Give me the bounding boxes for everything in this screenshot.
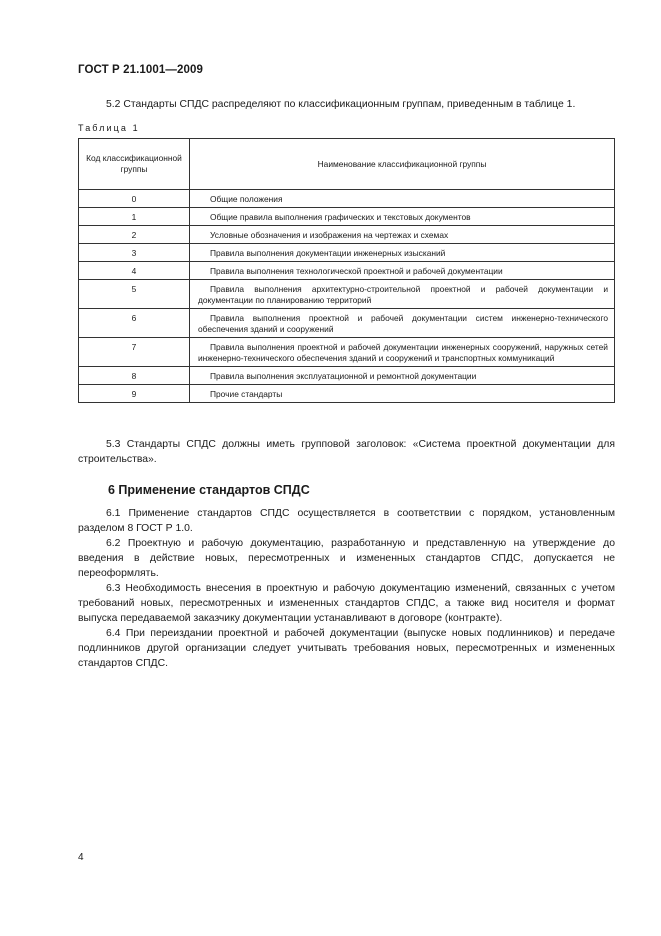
table-row (79, 280, 615, 309)
row-code: 8 (79, 367, 190, 385)
header-code: Код классификационной группы (79, 139, 190, 190)
row-name (190, 208, 615, 226)
classification-table (78, 138, 615, 403)
table-row (79, 385, 615, 403)
paragraph-6-1 (78, 506, 615, 536)
row-name-text: Правила выполнения архитектурно-строительной проектной и рабочей документации и документации по планированию территорий (198, 284, 608, 305)
row-code: 4 (79, 262, 190, 280)
row-name-text: Правила выполнения технологической проектной и рабочей документации (210, 266, 503, 276)
paragraph-6-4-text: 6.4 При переиздании проектной и рабочей документации (выпуске новых подлинников) и передаче подлинников другой организации следует учитывать требования новых, пересмотренных и измененных стандартов СПДС. (78, 628, 615, 669)
table-caption: Таблица 1 (78, 123, 140, 133)
row-code: 7 (79, 338, 190, 367)
header-name: Наименование классификационной группы (190, 139, 615, 190)
paragraph-5-2 (78, 97, 615, 112)
row-name-text: Правила выполнения документации инженерных изысканий (210, 248, 446, 258)
row-name-text: Условные обозначения и изображения на чертежах и схемах (210, 230, 449, 240)
row-name (190, 338, 615, 367)
paragraph-6-3 (78, 581, 615, 626)
document-code-header: ГОСТ Р 21.1001—2009 (78, 64, 203, 76)
row-name-text: Правила выполнения проектной и рабочей документации систем инженерно-технического обеспечения зданий и сооружений (198, 313, 608, 334)
paragraph-6-2-text: 6.2 Проектную и рабочую документацию, разработанную и представленную на утверждение до введения в действие новых, пересмотренных и измененных стандартов СПДС, допускается не переоформлять. (78, 538, 615, 579)
row-name (190, 280, 615, 309)
table-header-row (79, 139, 615, 190)
table-row (79, 208, 615, 226)
row-code: 1 (79, 208, 190, 226)
row-name (190, 367, 615, 385)
row-code: 6 (79, 309, 190, 338)
row-name (190, 190, 615, 208)
paragraph-6-3-text: 6.3 Необходимость внесения в проектную и рабочую документацию изменений, связанных с учетом требований новых, пересмотренных и измененных стандартов СПДС, а также вид носителя и формат выпуска передаваемой заказчику документации устанавливают в договоре (контракте). (78, 583, 615, 624)
row-code: 3 (79, 244, 190, 262)
table-row (79, 226, 615, 244)
row-name-text: Общие положения (210, 194, 283, 204)
row-name-text: Правила выполнения проектной и рабочей документации инженерных сооружений, наружных сетей инженерно-технического обеспечения зданий и сооружений и транспортных коммуникаций (198, 342, 608, 363)
row-name (190, 226, 615, 244)
paragraph-6-4 (78, 626, 615, 671)
paragraph-6-2 (78, 536, 615, 581)
row-name-text: Прочие стандарты (210, 389, 283, 399)
table-row (79, 244, 615, 262)
row-name (190, 385, 615, 403)
table-row (79, 262, 615, 280)
page-number: 4 (78, 852, 84, 863)
table-row (79, 367, 615, 385)
table-row (79, 190, 615, 208)
section-6-title: 6 Применение стандартов СПДС (108, 483, 310, 497)
row-name (190, 262, 615, 280)
paragraph-6-1-text: 6.1 Применение стандартов СПДС осуществляется в соответствии с порядком, установленным разделом 8 ГОСТ Р 1.0. (78, 508, 615, 534)
row-name (190, 244, 615, 262)
row-name-text: Правила выполнения эксплуатационной и ремонтной документации (210, 371, 477, 381)
table-row (79, 338, 615, 367)
paragraph-5-2-text: 5.2 Стандарты СПДС распределяют по классификационным группам, приведенным в таблице 1. (106, 99, 576, 110)
table-row (79, 309, 615, 338)
paragraph-5-3-text: 5.3 Стандарты СПДС должны иметь групповой заголовок: «Система проектной документации для строительства». (78, 439, 615, 465)
row-name-text: Общие правила выполнения графических и текстовых документов (210, 212, 471, 222)
row-name (190, 309, 615, 338)
row-code: 2 (79, 226, 190, 244)
paragraph-5-3 (78, 437, 615, 467)
row-code: 5 (79, 280, 190, 309)
row-code: 9 (79, 385, 190, 403)
row-code: 0 (79, 190, 190, 208)
